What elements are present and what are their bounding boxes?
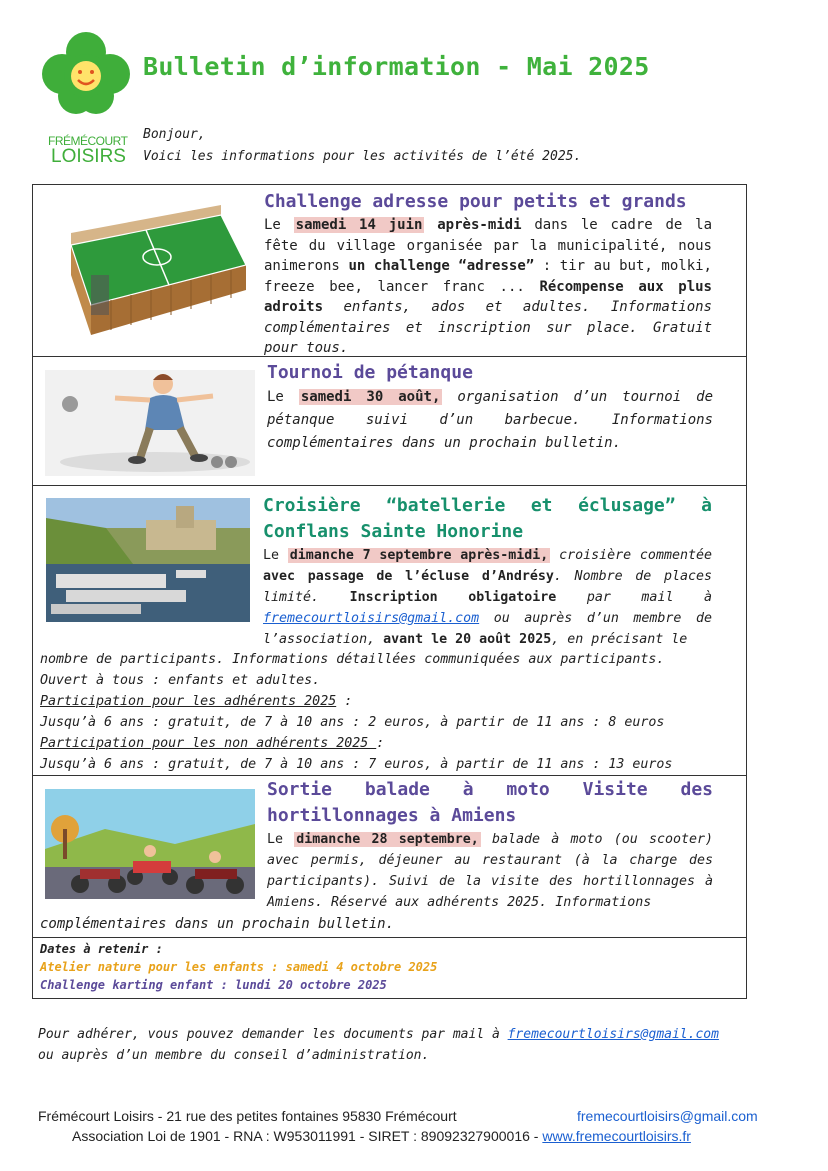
moto-image (45, 789, 255, 899)
text: : (336, 694, 353, 709)
text: ou auprès d’un membre de l’association, (263, 611, 712, 647)
website-link[interactable]: www.fremecourtloisirs.fr (542, 1128, 691, 1144)
text: enfants, ados et adultes. Informations complémentaires et inscription sur place. Gratuit pour tous. (264, 299, 712, 356)
email-link[interactable]: fremecourtloisirs@gmail.com (263, 611, 480, 626)
text: : tir au but, molki, freeze bee, lancer franc ... (264, 258, 712, 295)
text: Le (263, 548, 288, 563)
members-prices: Jusqu’à 6 ans : gratuit, de 7 à 10 ans : 2 euros, à partir de 11 ans : 8 euros (40, 715, 665, 730)
river-image (46, 498, 250, 622)
text: croisière commentée (550, 548, 712, 563)
text: dans le cadre de la fête du village organisée par la municipalité, nous animerons (264, 217, 712, 274)
date-item: Atelier nature pour les enfants : samedi 4 octobre 2025 (40, 960, 438, 974)
section-body (267, 829, 713, 913)
section-title: Croisière “batellerie et éclusage” à Conflans Sainte Honorine (263, 495, 712, 542)
members-label (40, 691, 713, 712)
non-members-label (40, 733, 713, 754)
event-date: dimanche 7 septembre après-midi, (289, 548, 549, 563)
section-croisiere-details (40, 649, 713, 775)
text: par mail à (556, 590, 713, 605)
details-text: complémentaires dans un prochain bulletin. (40, 916, 395, 932)
greeting (143, 124, 581, 168)
text: Le (264, 217, 294, 233)
text: , en précisant le (551, 632, 688, 647)
section-body (267, 386, 713, 455)
footer-legal (72, 1128, 691, 1144)
logo-text-bottom: LOISIRS (51, 146, 126, 167)
intro-line: Voici les informations pour les activités de l’été 2025. (143, 149, 582, 164)
text: : (376, 736, 385, 751)
activities-table (32, 184, 747, 999)
event-date: samedi 14 juin (295, 217, 423, 233)
petanque-image (45, 370, 255, 476)
text: avant le 20 août 2025 (383, 632, 552, 647)
section-title: Tournoi de pétanque (267, 362, 473, 383)
section-challenge (264, 189, 712, 359)
event-date: dimanche 28 septembre, (296, 832, 479, 847)
section-moto (267, 777, 713, 913)
logo (36, 30, 136, 170)
footer-email-link[interactable]: fremecourtloisirs@gmail.com (577, 1108, 758, 1124)
greeting-line: Bonjour, (143, 127, 206, 142)
text: balade à moto (ou scooter) avec permis, déjeuner au restaurant (à la charge des participants). Suivi de la visite des hortillonnages à Amiens. Réservé aux adhérents 2025. Informations (267, 832, 713, 910)
email-link[interactable]: fremecourtloisirs@gmail.com (507, 1027, 719, 1042)
petanque-player-icon (45, 370, 255, 476)
dates-to-remember (40, 940, 713, 994)
event-date: samedi 30 août, (300, 389, 441, 405)
stadium-icon (41, 205, 251, 340)
text (424, 217, 437, 233)
text: Inscription obligatoire (349, 590, 557, 605)
text: Le (267, 832, 295, 847)
section-croisiere (263, 493, 712, 650)
text: Association Loi de 1901 - RNA : W953011991 - SIRET : 89092327900016 - (72, 1128, 543, 1144)
details-text: nombre de participants. Informations détaillées communiquées aux participants. (40, 652, 665, 667)
dates-heading: Dates à retenir : (40, 942, 163, 956)
text: Récompense aux plus adroits (264, 278, 712, 315)
text: Participation pour les adhérents 2025 (40, 694, 337, 709)
text: avec passage de l’écluse d’Andrésy (263, 569, 554, 584)
section-body (264, 215, 712, 359)
open-to-all: Ouvert à tous : enfants et adultes. (40, 673, 321, 688)
footer-address: Frémécourt Loisirs - 21 rue des petites fontaines 95830 Frémécourt (38, 1108, 457, 1124)
date-item: Challenge karting enfant : lundi 20 octobre 2025 (40, 978, 387, 992)
row-divider (33, 485, 746, 486)
section-title: Challenge adresse pour petits et grands (264, 191, 687, 212)
text: un challenge “adresse” (348, 258, 535, 274)
text: Pour adhérer, vous pouvez demander les documents par mail à (38, 1027, 508, 1042)
text: . Nombre de places limité. (263, 569, 712, 605)
bulletin-title: Bulletin d’information - Mai 2025 (143, 52, 650, 81)
join-line: ou auprès d’un membre du conseil d’administration. (38, 1048, 430, 1063)
river-boats-icon (46, 498, 250, 622)
section-title: Sortie balade à moto Visite des hortillonnages à Amiens (267, 779, 713, 826)
text: Participation pour les non adhérents 2025 (40, 736, 377, 751)
text: après-midi (437, 217, 522, 233)
stadium-image (41, 205, 251, 340)
row-divider (33, 775, 746, 776)
motorbike-riders-icon (45, 789, 255, 899)
section-petanque (267, 360, 713, 455)
section-moto-details (40, 914, 713, 935)
text: organisation d’un tournoi de pétanque suivi d’un barbecue. Informations complémentaires dans un prochain bulletin. (267, 389, 713, 451)
text: Le (267, 389, 299, 405)
join-line (38, 1024, 719, 1045)
row-divider (33, 937, 746, 938)
join-info (38, 1024, 719, 1066)
logo-text-top: FRÉMÉCOURT (48, 134, 128, 148)
section-body (263, 545, 712, 650)
non-members-prices: Jusqu’à 6 ans : gratuit, de 7 à 10 ans : 7 euros, à partir de 11 ans : 13 euros (40, 757, 673, 772)
